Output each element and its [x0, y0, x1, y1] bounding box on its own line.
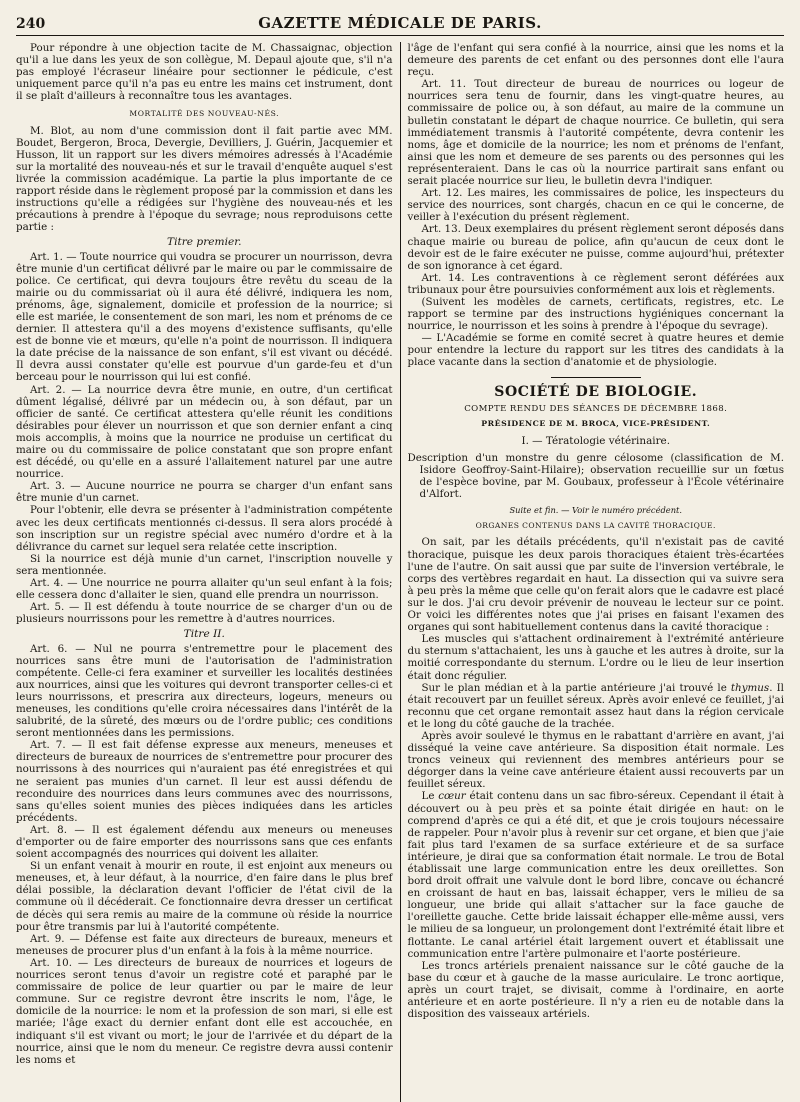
paragraph: On sait, par les détails précédents, qu'il n'existait pas de cavité thoracique, puisque les deux parois thoraciques étaient très-écartées l'une de l'autre. On sait aussi que par suite de l'inversion vertébrale, le corps des vertèbres regardait en haut. La dissection qui va suivre sera à peu près la même que celle qu'on ferait alors que le cadavre est placé sur le dos. J'ai cru devoir prévenir de nouveau le lecteur sur ce point. Or voici les différentes notes que j'ai prises en faisant l'examen des organes qui sont habituellement contenus dans la cavité thoracique :	[407, 536, 784, 634]
paragraph-thymus	[408, 682, 785, 730]
paragraph: Pour répondre à une objection tacite de M. Chassaignac, objection qu'il a lue dans les yeux de son collègue, M. Depaul ajoute que, s'il n'a pas employé l'écraseur linéaire pour sectionner le pédicule, c'est uniquement parce qu'il n'a pas eu entre les mains cet instrument, dont il se plaît d'ailleurs à reconnaître tous les avantages.	[16, 42, 393, 103]
presidence-heading: PRÉSIDENCE DE M. BROCA, VICE-PRÉSIDENT.	[481, 418, 711, 428]
text-run: Sur le plan médian et à la partie antérieure j'ai trouvé le	[421, 681, 731, 694]
article-2: Art. 2. — La nourrice devra être munie, en outre, d'un certificat dûment légalisé, délivré par un médecin ou, à son défaut, par un officier de santé. Ce certificat attestera qu'elle réunit les conditions désirables pour élever un nourrisson et que son dernier enfant a cinq mois accomplis, à moins que la nourrice ne produise un certificat du maire ou du commissaire de police constatant que son propre enfant est décédé, ou qu'elle en a assuré l'allaitement naturel par une autre nourrice.	[16, 383, 393, 481]
text-run: . Il était recouvert par un feuillet séreux. Après avoir enlevé ce feuillet, j'ai reconnu que cet organe remontait assez haut dans la région cervicale et le long du côté gauche de la trachée.	[407, 681, 784, 730]
article-10: Art. 10. — Les directeurs de bureaux de nourrices et logeurs de nourrices seront tenus d'avoir un registre coté et paraphé par le commissaire de police de leur quartier ou par le maire de leur commune. Sur ce registre devront être inscrits le nom, l'âge, le domicile de la nourrice: le nom et la profession de son mari, si elle est mariée; l'âge exact du dernier enfant dont elle est accouchée, en indiquant s'il est vivant ou mort; le jour de l'arrivée et du départ de la nourrice, ainsi que le nom du meneur. Ce registre devra aussi contenir les noms et	[16, 956, 393, 1066]
separator-rule	[551, 377, 641, 378]
paragraph: Si la nourrice est déjà munie d'un carnet, l'inscription nouvelle y sera mentionnée.	[16, 552, 393, 577]
article-9: Art. 9. — Défense est faite aux directeurs de bureaux, meneurs et meneuses de procurer plus d'un enfant à la fois à la même nourrice.	[16, 932, 393, 957]
coeur-term: cœur	[438, 790, 466, 803]
running-title: GAZETTE MÉDICALE DE PARIS.	[258, 14, 542, 32]
article-13: Art. 13. Deux exemplaires du présent règlement seront déposés dans chaque mairie ou bureau de police, afin qu'aucun de ceux dont le devoir est de le faire exécuter ne puisse, comme aujourd'hui, prétexter de son ignorance à cet égard.	[407, 223, 784, 272]
organes-heading: ORGANES CONTENUS DANS LA CAVITÉ THORACIQUE.	[475, 521, 716, 531]
titre-premier: Titre premier.	[167, 236, 242, 249]
article-14: Art. 14. Les contraventions à ce règlement seront déférées aux tribunaux pour être poursuivies conformément aux lois et règlements.	[407, 271, 784, 296]
article-5: Art. 5. — Il est défendu à toute nourrice de se charger d'un ou de plusieurs nourrissons pour les remettre à d'autres nourrices.	[16, 601, 393, 626]
text-columns	[16, 42, 784, 1102]
paragraph: Pour l'obtenir, elle devra se présenter à l'administration compétente avec les deux certificats mentionnés ci-dessus. Il sera alors procédé à son inscription sur un registre spécial avec numéro d'ordre et à la délivrance du carnet sur lequel sera relatée cette inscription.	[16, 504, 393, 553]
society-title: SOCIÉTÉ DE BIOLOGIE.	[494, 383, 698, 400]
thymus-term: thymus	[730, 681, 770, 694]
article-8: Art. 8. — Il est également défendu aux meneurs ou meneuses d'emporter ou de faire emporter des nourrissons sans que ces enfants soient accompagnés des nourrices qui doivent les allaiter.	[16, 823, 393, 861]
section-heading-mortalite: MORTALITÉ DES NOUVEAU-NÉS.	[129, 109, 280, 119]
paragraph: Si un enfant venait à mourir en route, il est enjoint aux meneurs ou meneuses, et, à leur défaut, à la nourrice, d'en faire dans le plus bref délai possible, la déclaration devant l'officier de l'état civil de la commune où il décéderait. Ce fonctionnaire devra dresser un certificat de décès qui sera remis au maire de la commune où réside la nourrice pour être transmis par lui à l'autorité compétente.	[16, 860, 393, 933]
page-header	[16, 14, 784, 36]
description: Description d'un monstre du genre célosome (classification de M. Isidore Geoffroy-Saint-Hilaire); observation recueillie sur un fœtus de l'espèce bovine, par M. Goubaux, professeur à l'École vétérinaire d'Alfort.	[407, 451, 784, 501]
section-title: I. — Tératologie vétérinaire.	[521, 434, 671, 447]
article-7: Art. 7. — Il est fait défense expresse aux meneurs, meneuses et directeurs de bureaux de nourrices de s'entremettre pour procurer des nourrissons à des nourrices qui n'auraient pas été enregistrées et qui ne seraient pas munies d'un carnet. Il leur est aussi défendu de reconduire des nourrices dans leurs communes avec des nourrissons, sans qu'elles soient munies des pièces indiquées dans les articles précédents.	[16, 739, 393, 824]
left-column	[16, 42, 400, 1102]
article-12: Art. 12. Les maires, les commissaires de police, les inspecteurs du service des nourrices, sont chargés, chacun en ce qui le concerne, de veiller à l'exécution du présent règlement.	[407, 187, 784, 224]
text-run: Le	[421, 790, 439, 803]
paragraph: l'âge de l'enfant qui sera confié à la nourrice, ainsi que les noms et la demeure des parents de cet enfant ou des personnes dont elle l'aura reçu.	[407, 42, 784, 79]
paragraph: Les muscles qui s'attachent ordinairement à l'extrémité antérieure du sternum s'attachaient, les uns à gauche et les autres à droite, sur la moitié correspondante du sternum. L'ordre ou le lieu de leur insertion était donc régulier.	[407, 633, 784, 682]
article-3: Art. 3. — Aucune nourrice ne pourra se charger d'un enfant sans être munie d'un carnet.	[16, 480, 393, 505]
paragraph: Après avoir soulevé le thymus en le rabattant d'arrière en avant, j'ai disséqué la veine cave antérieure. Sa disposition était normale. Les troncs veineux qui reviennent des membres antérieurs pour se dégorger dans la veine cave antérieure étaient aussi recouverts par un feuillet séreux.	[407, 729, 784, 791]
paragraph: M. Blot, au nom d'une commission dont il fait partie avec MM. Boudet, Bergeron, Broca, Devergie, Devilliers, J. Guérin, Jacquemier et Husson, lit un rapport sur les divers mémoires adressés à l'Académie sur la mortalité des nouveau-nés et sur le travail d'enquête auquel s'est livrée la commission académique. La partie la plus importante de ce rapport réside dans le règlement proposé par la commission et dans les instructions qu'elle a rédigées sur l'hygiène des nouveau-nés et les précautions à prendre à l'époque du sevrage; nous reproduisons cette partie :	[16, 124, 393, 234]
right-column	[400, 42, 785, 1102]
paragraph: (Suivent les modèles de carnets, certificats, registres, etc. Le rapport se termine par des instructions hygiéniques concernant la nourrice, le nourrisson et les soins à prendre à l'époque du sevrage).	[407, 295, 784, 333]
compte-rendu-heading: COMPTE RENDU DES SÉANCES DE DÉCEMBRE 1868.	[464, 403, 728, 414]
titre-ii: Titre II.	[183, 628, 225, 641]
paragraph: — L'Académie se forme en comité secret à quatre heures et demie pour entendre la lecture du rapport sur les titres des candidats à la place vacante dans la section d'anatomie et de physiologie.	[407, 332, 784, 369]
suite-note: Suite et fin. — Voir le numéro précédent.	[509, 505, 683, 516]
article-4: Art. 4. — Une nourrice ne pourra allaiter qu'un seul enfant à la fois; elle cessera donc d'allaiter le sien, quand elle prendra un nourrisson.	[16, 577, 393, 602]
page-number: 240	[16, 16, 46, 32]
article-11: Art. 11. Tout directeur de bureau de nourrices ou logeur de nourrices sera tenu de fournir, dans les vingt-quatre heures, au commissaire de police ou, à son défaut, au maire de la commune un bulletin constatant le départ de chaque nourrice. Ce bulletin, qui sera immédiatement transmis à l'autorité compétente, devra contenir les noms, âge et domicile de la nourrice; les nom et prénoms de l'enfant, ainsi que les nom et demeure de ses parents ou des personnes qui les représenteraient. Dans le cas où la nourrice partirait sans enfant ou serait placée nourrice sur lieu, le bulletin devra l'indiquer.	[407, 78, 784, 188]
text-run: était contenu dans un sac fibro-séreux. Cependant il était à découvert ou à peu près et sa pointe était dirigée en haut: on le comprend d'après ce qui a été dit, et que je crois toujours nécessaire de rappeler. Pour n'avoir plus à revenir sur cet organe, et bien que j'aie fait plus tard l'examen de sa surface extérieure et de sa surface intérieure, je dirai que sa conformation était normale. Le trou de Botal établissait une large communication entre les deux oreillettes. Son bord droit offrait une valvule dont le bord libre, concave ou échancré en croissant de haut en bas, laissait échapper, vers le milieu de sa longueur, une bride qui allait s'attacher sur la face gauche de l'oreillette gauche. Cette bride laissait échapper elle-même aussi, vers le milieu de sa longueur, un prolongement dont l'extrémité était libre et flottante. Le canal artériel était largement ouvert et établissait une communication entre l'artère pulmonaire et l'aorte postérieure.	[407, 790, 784, 960]
article-1: Art. 1. — Toute nourrice qui voudra se procurer un nourrisson, devra être munie d'un certificat délivré par le maire ou par le commissaire de police. Ce certificat, qui devra toujours être revêtu du sceau de la mairie ou du commissariat où il aura été délivré, indiquera les nom, prénoms, âge, signalement, domicile et profession de la nourrice; si elle est mariée, le consentement de son mari, les nom et prénoms de ce dernier. Il attestera qu'il a des moyens d'existence suffisants, qu'elle est de bonne vie et mœurs, qu'elle n'a point de nourrisson. Il indiquera la date précise de la naissance de son enfant, s'il est vivant ou décédé. Il devra aussi constater qu'elle est pourvue d'un garde-feu et d'un berceau pour le nourrisson qui lui est confié.	[16, 250, 393, 384]
paragraph-coeur	[408, 790, 785, 959]
article-6: Art. 6. — Nul ne pourra s'entremettre pour le placement des nourrices sans être muni de l'autorisation de l'administration compétente. Celle-ci fera examiner et surveiller les localités destinées aux nourrices, ainsi que les voitures qui devront transporter celles-ci et leurs nourrissons, et prescrira aux directeurs, logeurs, meneurs ou meneuses, les conditions qu'elle croira nécessaires dans l'intérêt de la salubrité, de la sûreté, des mœurs ou de l'ordre public; ces conditions seront mentionnées dans les permissions.	[16, 642, 393, 740]
paragraph: Les troncs artériels prenaient naissance sur le côté gauche de la base du cœur et à gauche de la masse auriculaire. Le tronc aortique, après un court trajet, se divisait, comme à l'ordinaire, en aorte antérieure et en aorte postérieure. Il n'y a rien eu de notable dans la disposition des vaisseaux artériels.	[407, 959, 784, 1021]
